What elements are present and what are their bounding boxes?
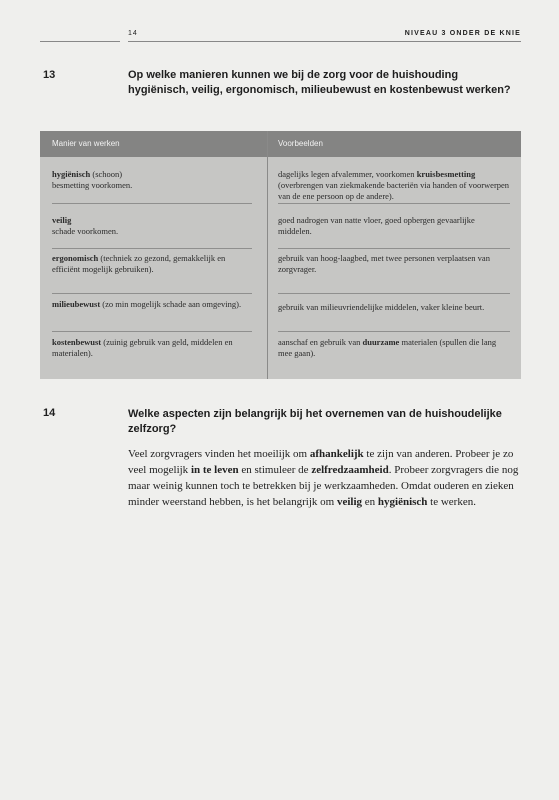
term: ergonomisch [52, 253, 99, 263]
example-text: gebruik van milieuvriendelijke middelen, vaker kleine beurt. [278, 302, 485, 312]
answer-emphasis: in te leven [190, 464, 239, 476]
answer-text: en stimuleer de [238, 464, 312, 476]
table-row-hygienic-method [52, 169, 252, 191]
answer-text: en [362, 496, 378, 508]
term-rest: besmetting voorkomen. [52, 180, 133, 190]
question-14-number: 14 [43, 407, 56, 419]
answer-text: . Probeer zorgvragers die nog maar weinig kunnen toch te betrekken bij je werkzaamheden. Omdat ouderen en zieken minder weerstand hebben, is het belangrijk om [128, 464, 519, 508]
answer-text: te werken. [427, 496, 476, 508]
example-text: aanschaf en gebruik van [278, 337, 363, 347]
question-14-text: Welke aspecten zijn belangrijk bij het overnemen van de huishoudelijke zelfzorg? [128, 408, 502, 435]
table-header [40, 131, 521, 157]
row-divider [52, 293, 252, 294]
table-row-hygienic-example [278, 169, 510, 202]
term: kostenbewust [52, 337, 102, 347]
table-row-ergonomic-example [278, 253, 510, 275]
term: milieubewust [52, 299, 101, 309]
answer-emphasis: hygiënisch [377, 496, 428, 508]
row-divider [52, 203, 252, 204]
example-text: gebruik van hoog-laagbed, met twee personen verplaatsen van zorgvrager. [278, 253, 490, 274]
table-row-cost-method [52, 337, 242, 359]
term-note: (zuinig gebruik van geld, middelen en materialen). [52, 337, 233, 358]
table-row-eco-method [52, 299, 242, 310]
question-13-text: Op welke manieren kunnen we bij de zorg voor de huishouding hygiënisch, veilig, ergonomisch, milieubewust en kostenbewust werken? [128, 69, 511, 96]
row-divider [52, 331, 252, 332]
row-divider [278, 203, 510, 204]
answer-paragraph [128, 446, 523, 510]
answer-emphasis: afhankelijk [309, 448, 364, 460]
table-header-examples: Voorbeelden [278, 139, 323, 148]
term-note: (schoon) [92, 169, 123, 179]
row-divider [278, 248, 510, 249]
column-divider [267, 131, 268, 379]
methods-table [40, 131, 521, 379]
term-rest: schade voorkomen. [52, 226, 119, 236]
table-row-safe-method [52, 215, 252, 237]
example-text: (overbrengen van ziekmakende bacteriën via handen of voorwerpen van de ene persoon op de andere). [278, 180, 510, 201]
question-13-number: 13 [43, 69, 56, 81]
header-rule-right [128, 41, 521, 42]
example-bold: kruisbesmetting [416, 169, 476, 179]
running-title: NIVEAU 3 ONDER DE KNIE [404, 30, 521, 37]
row-divider [52, 248, 252, 249]
example-text: materialen (spullen die lang mee gaan). [278, 337, 497, 358]
term-note: (techniek zo gezond, gemakkelijk en efficiënt mogelijk gebruiken). [52, 253, 226, 274]
page-number: 14 [128, 30, 138, 37]
term: veilig [52, 215, 72, 225]
answer-text: te zijn van anderen. Probeer je zo veel mogelijk [128, 448, 514, 476]
term: hygiënisch [52, 169, 91, 179]
table-header-method: Manier van werken [52, 139, 120, 148]
answer-emphasis: veilig [336, 496, 363, 508]
answer-emphasis: zelfredzaamheid [311, 464, 389, 476]
table-row-eco-example [278, 302, 510, 313]
table-row-ergonomic-method [52, 253, 242, 275]
table-row-safe-example [278, 215, 510, 237]
table-row-cost-example [278, 337, 510, 359]
example-bold: duurzame [362, 337, 400, 347]
example-text: goed nadrogen van natte vloer, goed opbergen gevaarlijke middelen. [278, 215, 475, 236]
row-divider [278, 293, 510, 294]
row-divider [278, 331, 510, 332]
answer-text: Veel zorgvragers vinden het moeilijk om [128, 448, 310, 460]
header-rule-left [40, 41, 120, 42]
term-note: (zo min mogelijk schade aan omgeving). [102, 299, 242, 309]
example-text: dagelijks legen afvalemmer, voorkomen [278, 169, 417, 179]
